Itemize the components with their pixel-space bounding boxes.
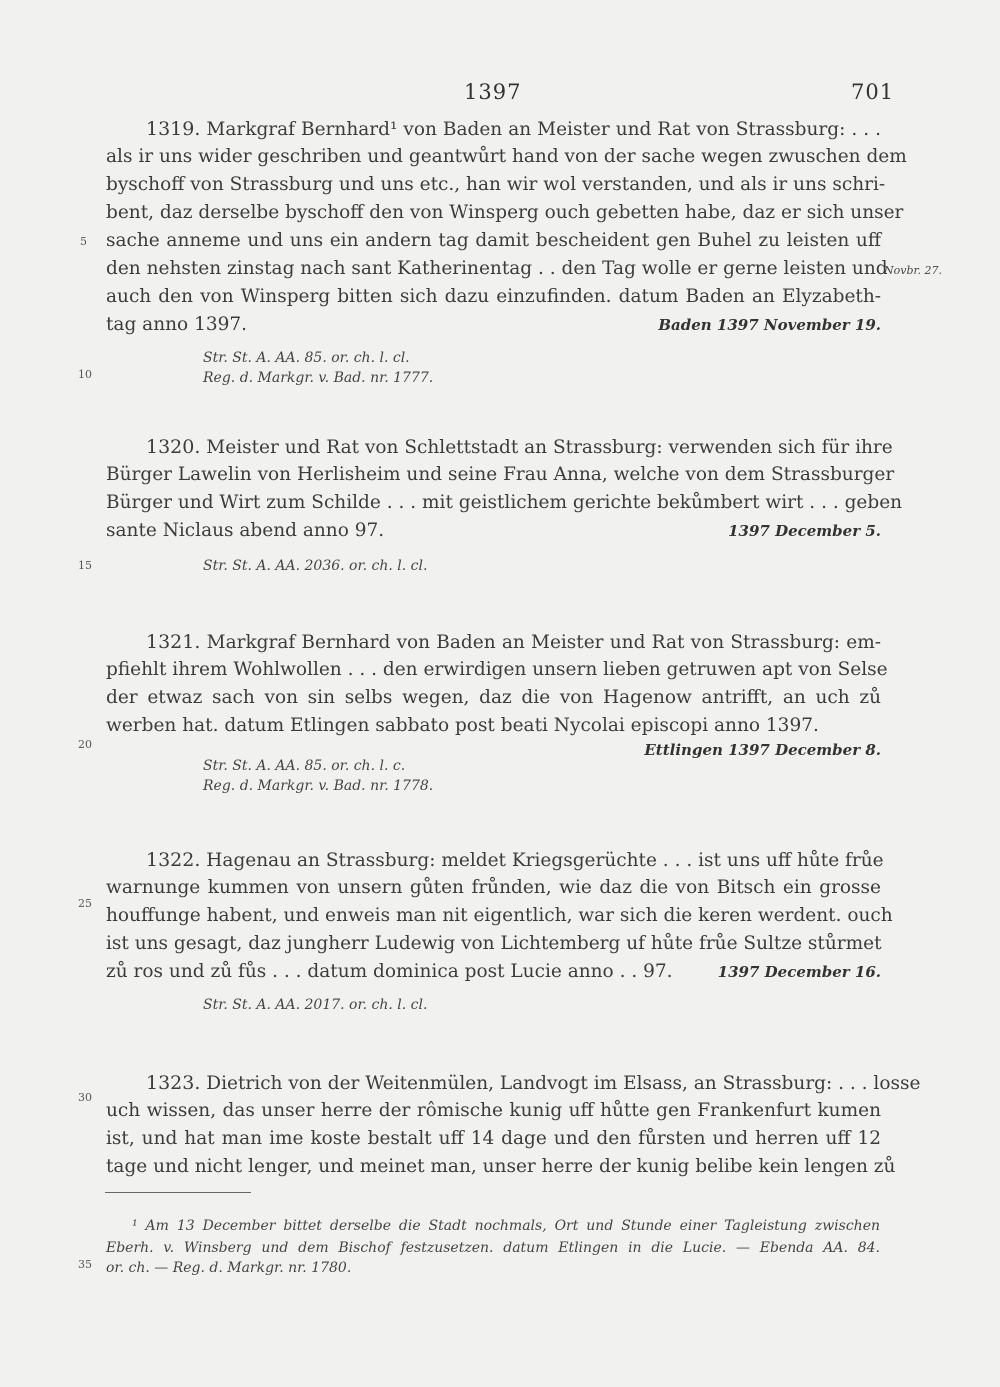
entry-line: den nehsten zinstag nach sant Katherinentag . . den Tag wolle er gerne leisten und [106,258,888,279]
entry-line: der etwaz sach von sin selbs wegen, daz die von Hagenow antrifft, an uch zů [106,687,881,708]
entry-date: Ettlingen 1397 December 8. [644,741,881,759]
entry-line: pfiehlt ihrem Wohlwollen . . . den erwirdigen unsern lieben getruwen apt von Selse [106,659,888,680]
entry-first-line [146,118,881,140]
entry-date: 1397 December 16. [717,963,881,981]
entry-line: ist uns gesagt, daz jungherr Ludewig von Lichtemberg uf hůte frůe Sultze stůrmet [106,933,882,954]
archive-reference: Reg. d. Markgr. v. Bad. nr. 1778. [203,778,434,794]
entry-date: 1397 December 5. [728,522,881,540]
entry-line: bent, daz derselbe byschoff den von Winsperg ouch gebetten habe, daz er sich unser [106,202,904,223]
entry-line: werben hat. datum Etlingen sabbato post beati Nycolai episcopi anno 1397. [106,715,819,736]
footnote-line: ¹ Am 13 December bittet derselbe die Stadt nochmals, Ort und Stunde einer Tagleistung zwischen [132,1218,880,1234]
entry-line: auch den von Winsperg bitten sich dazu einzufinden. datum Baden an Elyzabeth- [106,286,881,307]
entry-line: houffunge habent, und enweis man nit eigentlich, war sich die keren werdent. ouch [106,905,893,926]
archive-reference: Str. St. A. AA. 2036. or. ch. l. cl. [203,558,428,574]
running-head-year: 1397 [464,80,522,104]
entry-line: Dietrich von der Weitenmülen, Landvogt im Elsass, an Strassburg: . . . losse [206,1073,921,1094]
line-number: 35 [78,1258,92,1271]
entry-line: Meister und Rat von Schlettstadt an Strassburg: verwenden sich für ihre [206,437,893,458]
entry-line: tag anno 1397. [106,314,248,335]
entry-first-line [146,849,884,871]
entry-first-line [146,1072,921,1094]
entry-number: 1322. [146,849,201,871]
entry-first-line [146,436,893,458]
entry-line: Bürger und Wirt zum Schilde . . . mit geistlichem gerichte bekůmbert wirt . . . geben [106,492,903,513]
entry-line: Hagenau an Strassburg: meldet Kriegsgerüchte . . . ist uns uff hůte frůe [206,850,884,871]
entry-line: byschoff von Strassburg und uns etc., han wir wol verstanden, und als ir uns schri- [106,174,886,195]
page-number: 701 [851,80,895,104]
entry-number: 1321. [146,631,201,653]
archive-reference: Str. St. A. AA. 2017. or. ch. l. cl. [203,997,428,1013]
line-number: 25 [78,897,92,910]
entry-line: sache anneme und uns ein andern tag damit bescheident gen Buhel zu leisten uff [106,230,881,251]
entry-line: ist, und hat man ime koste bestalt uff 14 dage und den fůrsten und herren uff 12 [106,1128,881,1149]
entry-first-line [146,631,881,653]
entry-number: 1319. [146,118,201,140]
entry-line: warnunge kummen von unsern gůten frůnden, wie daz die von Bitsch ein grosse [106,877,881,898]
archive-reference: Reg. d. Markgr. v. Bad. nr. 1777. [203,370,434,386]
entry-line: Markgraf Bernhard von Baden an Meister und Rat von Strassburg: em- [206,632,881,653]
entry-number: 1320. [146,436,201,458]
entry-date: Baden 1397 November 19. [658,316,881,334]
line-number: 10 [78,368,92,381]
line-number: 5 [80,235,87,248]
entry-line: uch wissen, das unser herre der rômische kunig uff hůtte gen Frankenfurt kumen [106,1100,881,1121]
footnote-line: Eberh. v. Winsberg und dem Bischof festzusetzen. datum Etlingen in die Lucie. — Ebenda AA. 84. [106,1240,880,1256]
archive-reference: Str. St. A. AA. 85. or. ch. l. c. [203,758,406,774]
entry-number: 1323. [146,1072,201,1094]
entry-line: tage und nicht lenger, und meinet man, unser herre der kunig belibe kein lengen zů [106,1156,896,1177]
archive-reference: Str. St. A. AA. 85. or. ch. l. cl. [203,350,410,366]
entry-line: als ir uns wider geschriben und geantwůrt hand von der sache wegen zwuschen dem [106,146,907,167]
entry-line: zů ros und zů fůs . . . datum dominica post Lucie anno . . 97. [106,961,673,982]
line-number: 15 [78,559,92,572]
line-number: 20 [78,738,92,751]
footnote-rule [105,1192,251,1193]
entry-line: Bürger Lawelin von Herlisheim und seine Frau Anna, welche von dem Strassburger [106,464,895,485]
entry-line: Markgraf Bernhard¹ von Baden an Meister und Rat von Strassburg: . . . [206,119,881,140]
margin-date-note: Novbr. 27. [884,264,943,277]
entry-line: sante Niclaus abend anno 97. [106,520,385,541]
line-number: 30 [78,1091,92,1104]
footnote-line: or. ch. — Reg. d. Markgr. nr. 1780. [106,1260,352,1276]
